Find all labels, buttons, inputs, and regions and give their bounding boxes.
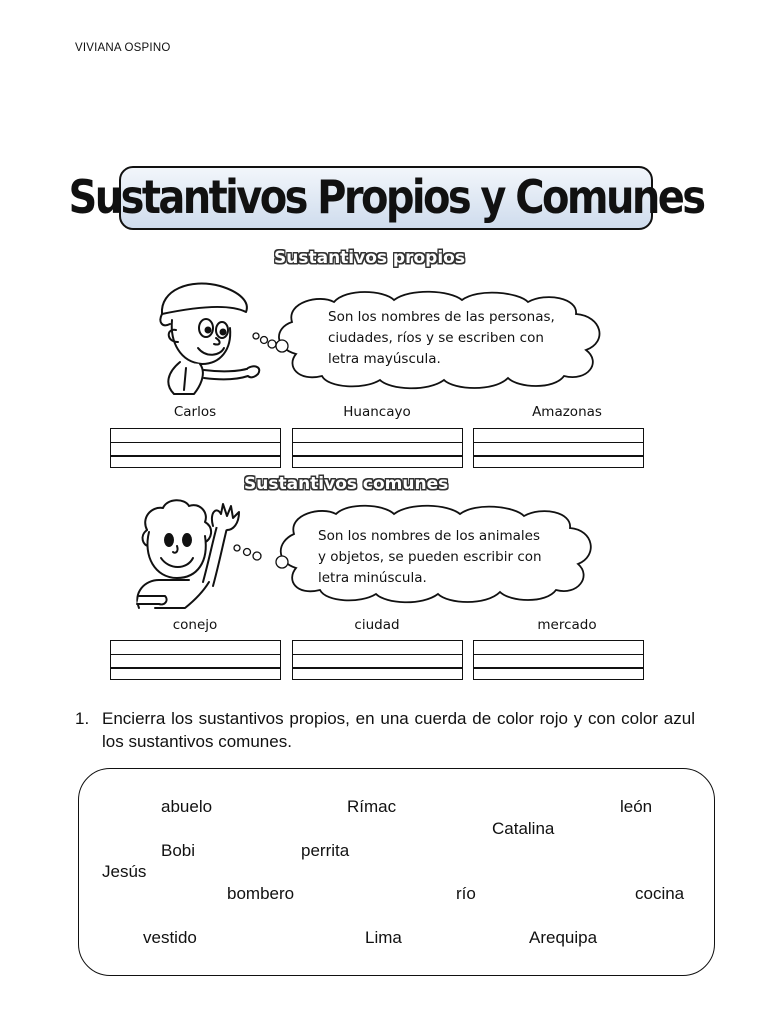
word-item[interactable]: abuelo [161, 797, 213, 816]
word-item[interactable]: Bobi [161, 841, 196, 860]
word-item[interactable]: cocina [635, 884, 685, 903]
section-heading-comunes: Sustantivos comunes [244, 474, 449, 494]
writing-lines-box[interactable] [292, 640, 463, 680]
writing-lines-box[interactable] [473, 428, 644, 468]
bubble-text-comunes: Son los nombres de los animales y objetos, se pueden escribir con letra minúscula. [318, 528, 542, 586]
word-item[interactable]: Rímac [347, 797, 397, 816]
word-item[interactable]: vestido [143, 928, 197, 947]
word-item[interactable]: león [620, 797, 653, 816]
writing-lines-box[interactable] [110, 640, 281, 680]
word-item[interactable]: Lima [365, 928, 402, 947]
example-word-3: Amazonas [532, 404, 602, 420]
page-title: Sustantivos Propios y Comunes [68, 171, 704, 225]
section-heading-propios: Sustantivos propios [274, 248, 465, 268]
word-item[interactable]: Arequipa [529, 928, 598, 947]
boy-with-cap-illustration [150, 272, 280, 402]
example-word-2: Huancayo [343, 404, 411, 420]
example-word-5: ciudad [354, 617, 400, 633]
author-name: VIVIANA OSPINO [75, 42, 171, 54]
word-item[interactable]: perrita [301, 841, 350, 860]
word-item[interactable]: Jesús [102, 862, 147, 881]
title-banner [68, 166, 704, 230]
word-item[interactable]: bombero [227, 884, 295, 903]
example-word-6: mercado [537, 617, 597, 633]
exercise-instruction [75, 707, 695, 753]
instruction-text: Encierra los sustantivos propios, en una cuerda de color rojo y con color azul los sustantivos comunes. [102, 709, 695, 751]
bubble-text-propios: Son los nombres de las personas, ciudades, ríos y se escriben con letra mayúscula. [328, 309, 555, 367]
exercise-number: 1. [75, 709, 90, 728]
word-item[interactable]: río [456, 884, 476, 903]
example-word-1: Carlos [173, 404, 217, 420]
writing-lines-box[interactable] [110, 428, 281, 468]
writing-lines-box[interactable] [473, 640, 644, 680]
boy-waving-illustration [125, 496, 285, 614]
example-word-4: conejo [172, 617, 218, 633]
writing-lines-box[interactable] [292, 428, 463, 468]
word-item[interactable]: Catalina [492, 819, 555, 838]
